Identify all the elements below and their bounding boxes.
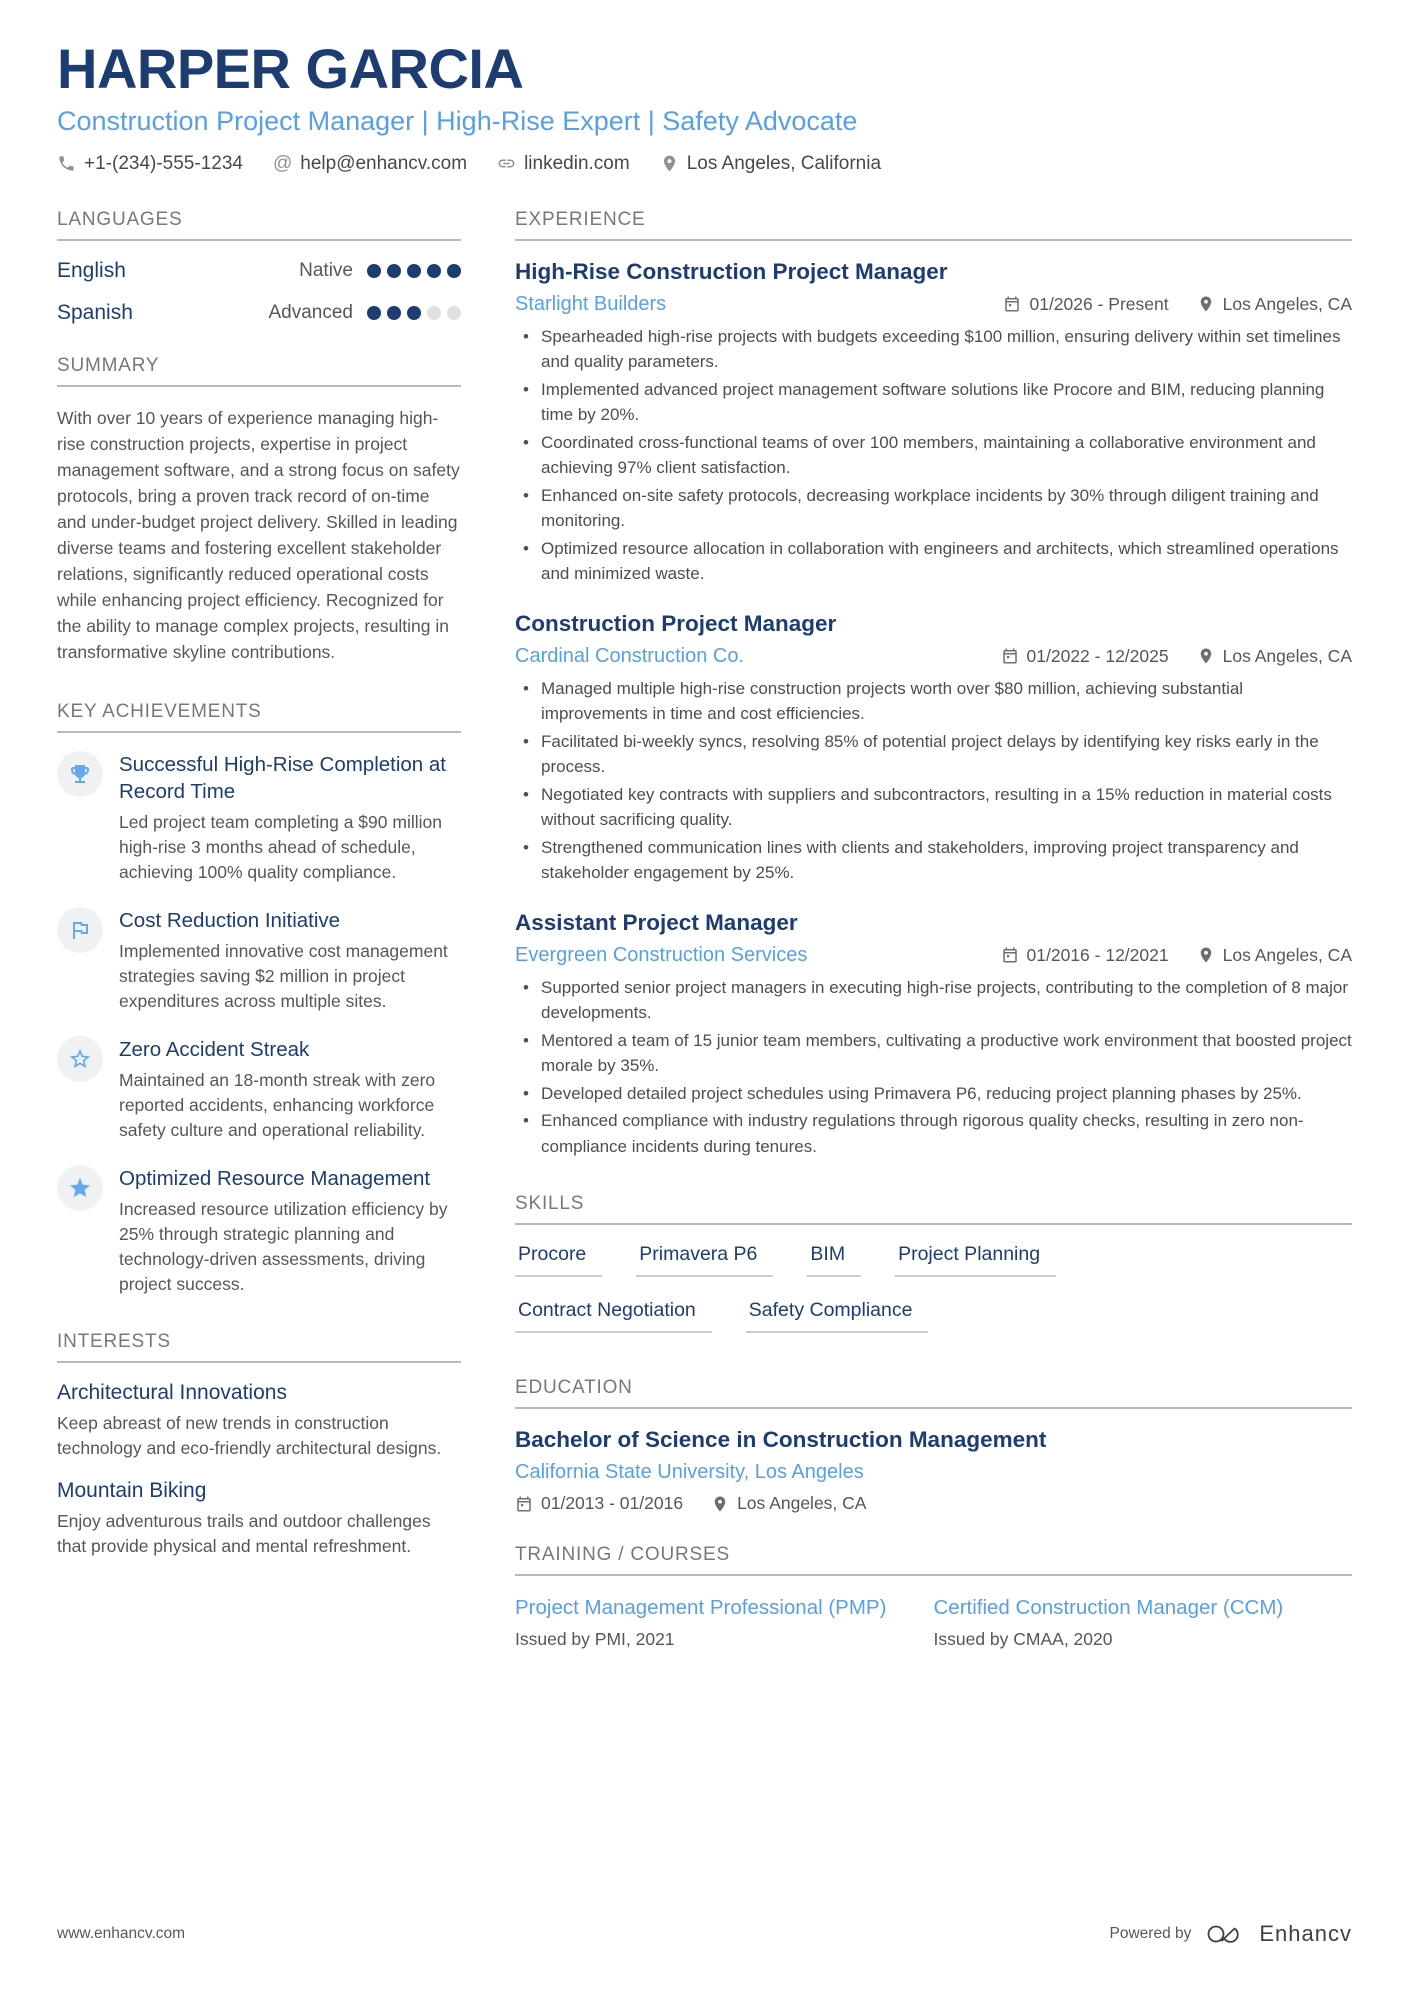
star-outline-icon	[68, 1047, 92, 1071]
achievement-description: Maintained an 18-month streak with zero reported accidents, enhancing workforce safety culture and operational reliability.	[119, 1069, 436, 1140]
at-icon: @	[272, 153, 293, 175]
contact-location-text: Los Angeles, California	[686, 152, 882, 174]
course-item	[515, 1594, 934, 1650]
job-bullet: • Negotiated key contracts with suppliers and subcontractors, resulting in a 15% reduction in material costs without sacrificing quality.	[523, 782, 1352, 833]
job-dates: 01/2026 - Present	[1003, 294, 1168, 315]
calendar-icon	[1001, 946, 1019, 964]
job-role: Construction Project Manager	[515, 610, 837, 636]
language-row	[57, 301, 461, 325]
job-location: Los Angeles, CA	[1197, 294, 1352, 315]
job-bullet: • Developed detailed project schedules using Primavera P6, reducing project planning phases by 25%.	[523, 1081, 1352, 1107]
language-name: Spanish	[57, 300, 133, 324]
experience-entry	[515, 611, 1352, 886]
footer-website-link[interactable]: www.enhancv.com	[57, 1925, 186, 1942]
interest-description: Keep abreast of new trends in construction technology and eco-friendly architectural designs.	[57, 1412, 442, 1458]
languages-section	[57, 209, 461, 325]
job-role: High-Rise Construction Project Manager	[515, 258, 948, 284]
job-company: Evergreen Construction Services	[515, 943, 808, 966]
achievement-icon-circle	[57, 751, 103, 797]
skills-row	[515, 1243, 1352, 1299]
achievement-heading: Optimized Resource Management	[119, 1166, 431, 1190]
interest-description: Enjoy adventurous trails and outdoor challenges that provide physical and mental refreshment.	[57, 1510, 431, 1556]
calendar-icon	[1003, 295, 1021, 313]
language-level: Advanced	[268, 301, 353, 323]
candidate-name: HARPER GARCIA	[57, 37, 524, 100]
candidate-tagline: Construction Project Manager | High-Rise Expert | Safety Advocate	[57, 105, 858, 136]
left-column	[57, 209, 461, 1651]
language-level: Native	[299, 259, 353, 281]
experience-entry	[515, 259, 1352, 587]
achievement-heading: Cost Reduction Initiative	[119, 908, 341, 932]
key-achievements-section	[57, 701, 461, 1297]
skill-tag: Contract Negotiation	[515, 1299, 712, 1333]
skill-tag: Project Planning	[895, 1243, 1056, 1277]
experience-entry	[515, 910, 1352, 1160]
job-bullet: • Coordinated cross-functional teams of over 100 members, maintaining a collaborative environment and achieving 97% client satisfaction.	[523, 430, 1352, 481]
achievement-icon-circle	[57, 1165, 103, 1211]
achievement-item	[57, 907, 461, 1014]
job-location: Los Angeles, CA	[1197, 646, 1352, 667]
contact-link[interactable]	[497, 153, 630, 175]
location-pin-icon	[660, 154, 679, 173]
contact-email[interactable]	[273, 153, 467, 175]
job-company: Starlight Builders	[515, 292, 667, 315]
education-section	[515, 1377, 1352, 1514]
achievement-description: Implemented innovative cost management strategies saving $2 million in project expenditures across multiple sites.	[119, 940, 448, 1011]
powered-by-label: Powered by	[1109, 1925, 1192, 1942]
job-bullets	[515, 324, 1352, 587]
language-rating-dots	[367, 264, 461, 278]
training-section	[515, 1544, 1352, 1650]
skill-tag: Procore	[515, 1243, 602, 1277]
page-footer	[57, 1921, 1352, 1947]
enhancv-brand-name: Enhancv	[1259, 1921, 1352, 1946]
phone-icon	[57, 154, 76, 173]
job-bullet: • Optimized resource allocation in collaboration with engineers and architects, which streamlined operations and minimized waste.	[523, 536, 1352, 587]
location-pin-icon	[1197, 295, 1215, 313]
skills-title: SKILLS	[515, 1193, 1352, 1225]
trophy-icon	[68, 762, 92, 786]
right-column	[515, 209, 1352, 1651]
language-rating-dots	[367, 306, 461, 320]
job-location: Los Angeles, CA	[1197, 945, 1352, 966]
education-location: Los Angeles, CA	[711, 1493, 866, 1514]
skills-row	[515, 1299, 1352, 1355]
training-title: TRAINING / COURSES	[515, 1544, 1352, 1576]
interests-title: INTERESTS	[57, 1331, 461, 1363]
skills-section	[515, 1193, 1352, 1355]
resume-header	[57, 38, 1352, 175]
achievement-icon-circle	[57, 907, 103, 953]
skill-tag: BIM	[807, 1243, 861, 1277]
contact-phone-text: +1-(234)-555-1234	[84, 152, 243, 174]
education-degree: Bachelor of Science in Construction Management	[515, 1427, 1047, 1453]
achievement-description: Increased resource utilization efficiency by 25% through strategic planning and technology-driven assessments, driving project success.	[119, 1198, 448, 1294]
summary-section	[57, 355, 461, 665]
job-role: Assistant Project Manager	[515, 909, 798, 935]
achievement-item	[57, 1165, 461, 1297]
flag-icon	[68, 918, 92, 942]
achievement-heading: Successful High-Rise Completion at Record Time	[119, 752, 446, 803]
languages-title: LANGUAGES	[57, 209, 461, 241]
job-bullets	[515, 975, 1352, 1160]
contact-email-text[interactable]: help@enhancv.com	[300, 152, 468, 174]
star-icon	[68, 1176, 92, 1200]
education-title: EDUCATION	[515, 1377, 1352, 1409]
achievement-item	[57, 751, 461, 885]
key-achievements-title: KEY ACHIEVEMENTS	[57, 701, 461, 733]
job-bullet: • Spearheaded high-rise projects with budgets exceeding $100 million, ensuring delivery within set timelines and quality parameters.	[523, 324, 1352, 375]
education-school: California State University, Los Angeles	[515, 1461, 864, 1484]
experience-section	[515, 209, 1352, 1160]
link-icon	[497, 154, 516, 173]
contact-row	[57, 153, 1352, 175]
job-bullets	[515, 676, 1352, 886]
interest-heading: Mountain Biking	[57, 1478, 207, 1502]
achievement-heading: Zero Accident Streak	[119, 1037, 310, 1061]
contact-location	[660, 153, 881, 175]
course-name: Certified Construction Manager (CCM)	[933, 1596, 1284, 1620]
achievement-description: Led project team completing a $90 million high-rise 3 months ahead of schedule, achieving 100% quality compliance.	[119, 811, 442, 882]
achievement-item	[57, 1036, 461, 1143]
location-pin-icon	[711, 1495, 729, 1513]
course-name: Project Management Professional (PMP)	[515, 1596, 887, 1620]
contact-phone	[57, 153, 243, 175]
powered-by-block	[1110, 1921, 1352, 1947]
interest-item	[57, 1381, 461, 1461]
course-issuer: Issued by CMAA, 2020	[933, 1629, 1113, 1650]
summary-text: With over 10 years of experience managing high-rise construction projects, expertise in project management software, and a strong focus on safety protocols, bring a proven track record of on-time and under-budget project delivery. Skilled in leading diverse teams and fostering excellent stakeholder relations, significantly reduced operational costs while enhancing project efficiency. Recognized for the ability to manage complex projects, resulting in transformative skyline contributions.	[57, 407, 460, 662]
language-name: English	[57, 258, 126, 282]
job-dates: 01/2016 - 12/2021	[1001, 945, 1169, 966]
enhancv-logo-icon	[1205, 1921, 1245, 1947]
interest-heading: Architectural Innovations	[57, 1380, 287, 1404]
job-bullet: • Facilitated bi-weekly syncs, resolving 85% of potential project delays by identifying key risks early in the process.	[523, 729, 1352, 780]
interest-item	[57, 1479, 461, 1559]
course-issuer: Issued by PMI, 2021	[515, 1629, 675, 1650]
calendar-icon	[1001, 647, 1019, 665]
education-dates: 01/2013 - 01/2016	[515, 1493, 683, 1514]
skill-tag: Safety Compliance	[746, 1299, 929, 1333]
job-company: Cardinal Construction Co.	[515, 644, 744, 667]
job-bullet: • Implemented advanced project management software solutions like Procore and BIM, reducing planning time by 20%.	[523, 377, 1352, 428]
experience-title: EXPERIENCE	[515, 209, 1352, 241]
interests-section	[57, 1331, 461, 1559]
achievement-icon-circle	[57, 1036, 103, 1082]
location-pin-icon	[1197, 647, 1215, 665]
course-item	[934, 1594, 1353, 1650]
job-bullet: • Mentored a team of 15 junior team members, cultivating a productive work environment that boosted project morale by 35%.	[523, 1028, 1352, 1079]
job-bullet: • Enhanced compliance with industry regulations through rigorous quality checks, resulting in zero non-compliance incidents during tenures.	[523, 1108, 1352, 1159]
job-bullet: • Managed multiple high-rise construction projects worth over $80 million, achieving substantial improvements in time and cost efficiencies.	[523, 676, 1352, 727]
job-bullet: • Strengthened communication lines with clients and stakeholders, improving project transparency and stakeholder engagement by 25%.	[523, 835, 1352, 886]
summary-title: SUMMARY	[57, 355, 461, 387]
calendar-icon	[515, 1495, 533, 1513]
skill-tag: Primavera P6	[636, 1243, 773, 1277]
language-row	[57, 259, 461, 283]
job-bullet: • Enhanced on-site safety protocols, decreasing workplace incidents by 30% through diligent training and monitoring.	[523, 483, 1352, 534]
job-dates: 01/2022 - 12/2025	[1001, 646, 1169, 667]
contact-link-text[interactable]: linkedin.com	[524, 152, 630, 174]
job-bullet: • Supported senior project managers in executing high-rise projects, contributing to the completion of 8 major developments.	[523, 975, 1352, 1026]
location-pin-icon	[1197, 946, 1215, 964]
